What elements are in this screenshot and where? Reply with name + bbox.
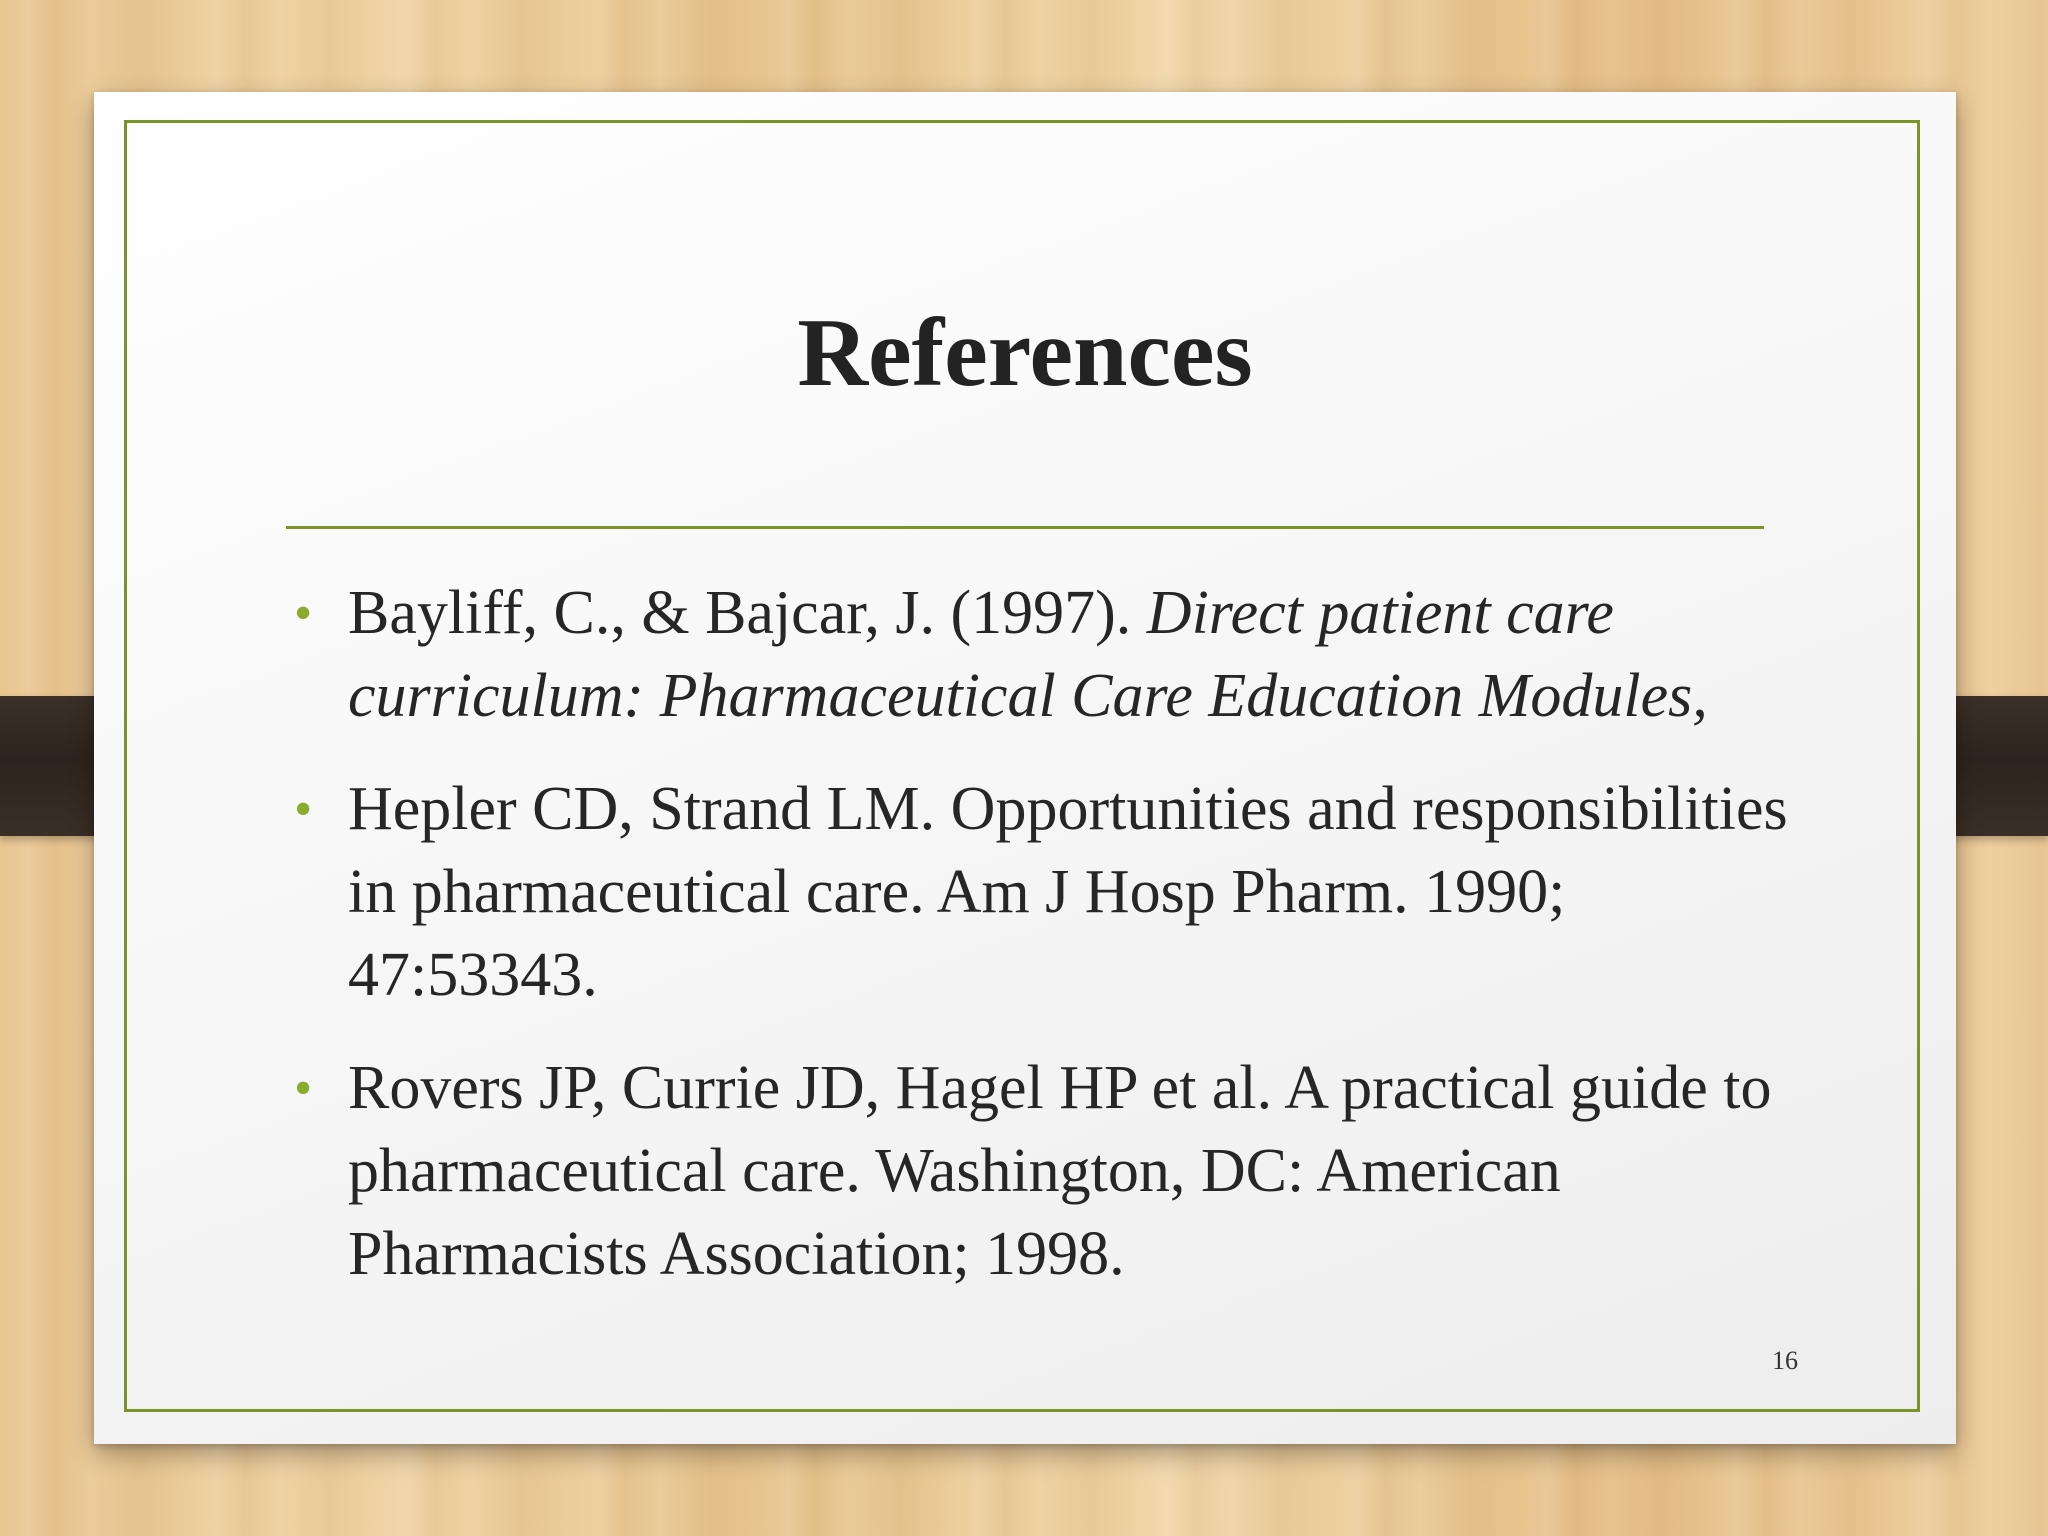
title-divider	[286, 526, 1764, 529]
reference-list	[294, 572, 1814, 1326]
page-number: 16	[1772, 1346, 1798, 1375]
slide	[94, 92, 1956, 1444]
reference-text: Rovers JP, Currie JD, Hagel HP et al. A practical guide to pharmaceutical care. Washington, DC: American Pharmacists Association; 1998.	[348, 1054, 1772, 1288]
bullet-icon: •	[294, 1060, 313, 1117]
reference-item	[294, 768, 1814, 1017]
reference-item	[294, 572, 1814, 738]
bullet-icon: •	[294, 585, 313, 642]
reference-item	[294, 1047, 1814, 1296]
reference-text: Bayliff, C., & Bajcar, J. (1997).	[348, 579, 1147, 647]
bullet-icon: •	[294, 781, 313, 838]
reference-text: Hepler CD, Strand LM. Opportunities and responsibilities in pharmaceutical care. Am J Hosp Pharm. 1990; 47:53343.	[348, 775, 1788, 1009]
reference-title-italic: Direct patient care curriculum: Pharmaceutical Care Education Modules,	[348, 579, 1708, 730]
slide-title: References	[797, 299, 1253, 407]
